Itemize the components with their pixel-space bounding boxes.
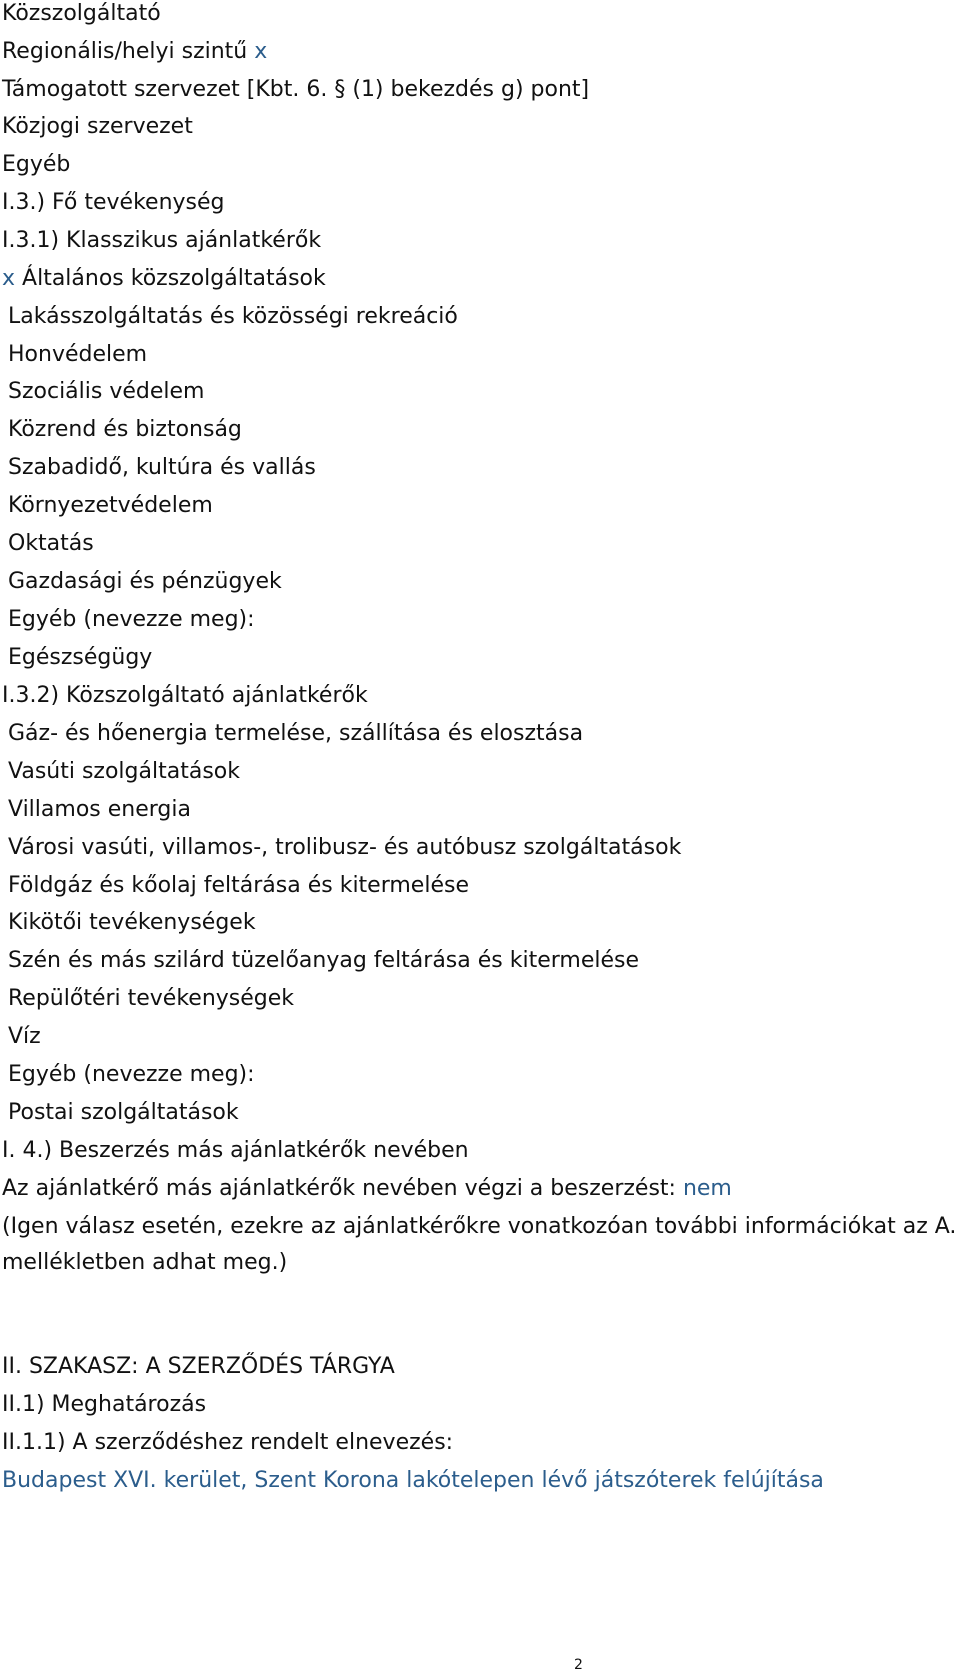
list-item: Kikötői tevékenységek bbox=[8, 910, 256, 935]
list-item: Egyéb (nevezze meg): bbox=[8, 607, 255, 632]
section-heading-i4: I. 4.) Beszerzés más ajánlatkérők nevében bbox=[2, 1138, 469, 1163]
list-item-label: Általános közszolgáltatások bbox=[22, 266, 326, 291]
subsection-heading-i31: I.3.1) Klasszikus ajánlatkérők bbox=[2, 228, 322, 253]
question-line bbox=[2, 1175, 732, 1203]
list-item: Gazdasági és pénzügyek bbox=[8, 569, 282, 594]
section-heading-ii: II. SZAKASZ: A SZERZŐDÉS TÁRGYA bbox=[2, 1354, 395, 1379]
list-item: Víz bbox=[8, 1024, 41, 1049]
list-item: Szén és más szilárd tüzelőanyag feltárása és kitermelése bbox=[8, 948, 640, 973]
list-item: Gáz- és hőenergia termelése, szállítása és elosztása bbox=[8, 721, 584, 746]
subsection-heading-i32: I.3.2) Közszolgáltató ajánlatkérők bbox=[2, 683, 368, 708]
field-label: Közjogi szervezet bbox=[2, 114, 193, 139]
list-item bbox=[2, 265, 326, 293]
field-label: Regionális/helyi szintű bbox=[2, 39, 248, 64]
field-label: Egyéb bbox=[2, 152, 71, 177]
subsection-heading-ii1: II.1) Meghatározás bbox=[2, 1392, 207, 1417]
list-item: Repülőtéri tevékenységek bbox=[8, 986, 295, 1011]
list-item: Vasúti szolgáltatások bbox=[8, 759, 240, 784]
list-item: Szabadidő, kultúra és vallás bbox=[8, 455, 316, 480]
question-text: Az ajánlatkérő más ajánlatkérők nevében végzi a beszerzést: bbox=[2, 1176, 676, 1201]
info-note: (Igen válasz esetén, ezekre az ajánlatkérőkre vonatkozóan további információkat az A. mellékletben adhat meg.) bbox=[2, 1214, 957, 1275]
list-item: Környezetvédelem bbox=[8, 493, 213, 518]
field-kozszolgaltato bbox=[2, 0, 161, 28]
list-item: Közrend és biztonság bbox=[8, 417, 242, 442]
list-item: Egészségügy bbox=[8, 645, 153, 670]
answer-value: nem bbox=[682, 1176, 732, 1201]
list-item: Postai szolgáltatások bbox=[8, 1100, 239, 1125]
list-item: Földgáz és kőolaj feltárása és kitermelése bbox=[8, 873, 469, 898]
field-kozjogi bbox=[2, 113, 193, 141]
field-label: Közszolgáltató bbox=[2, 1, 161, 26]
list-item: Honvédelem bbox=[8, 342, 148, 367]
field-tamogatott bbox=[2, 76, 589, 104]
list-item: Egyéb (nevezze meg): bbox=[8, 1062, 255, 1087]
section-heading-i3: I.3.) Fő tevékenység bbox=[2, 190, 225, 215]
checkbox-mark: x bbox=[2, 266, 16, 291]
subsection-heading-ii11: II.1.1) A szerződéshez rendelt elnevezés: bbox=[2, 1430, 454, 1455]
page-number: 2 bbox=[574, 1657, 583, 1673]
list-item: Szociális védelem bbox=[8, 379, 205, 404]
list-item: Városi vasúti, villamos-, trolibusz- és autóbusz szolgáltatások bbox=[8, 835, 682, 860]
list-item: Lakásszolgáltatás és közösségi rekreáció bbox=[8, 304, 458, 329]
list-item: Oktatás bbox=[8, 531, 94, 556]
field-regionalis bbox=[2, 38, 267, 66]
contract-name: Budapest XVI. kerület, Szent Korona lakótelepen lévő játszóterek felújítása bbox=[2, 1468, 824, 1493]
checkbox-mark: x bbox=[254, 39, 268, 64]
list-item: Villamos energia bbox=[8, 797, 191, 822]
field-egyeb bbox=[2, 151, 70, 179]
field-label: Támogatott szervezet [Kbt. 6. § (1) bekezdés g) pont] bbox=[2, 77, 590, 102]
